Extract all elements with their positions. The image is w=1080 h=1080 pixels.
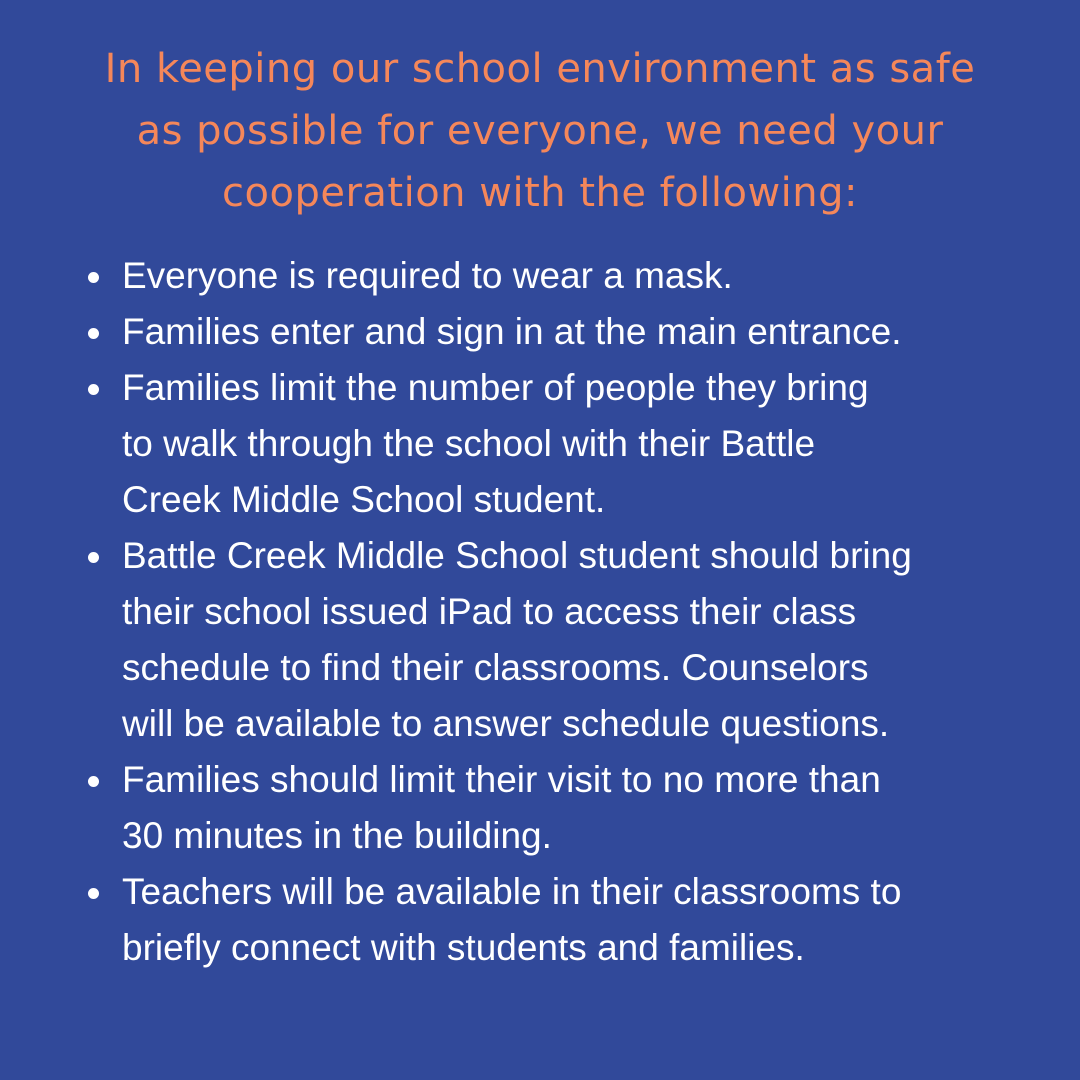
- rule-line: schedule to find their classrooms. Counselors: [122, 647, 869, 688]
- bullet-icon: [88, 552, 99, 563]
- rule-line: Everyone is required to wear a mask.: [122, 255, 733, 296]
- rule-line: Teachers will be available in their classrooms to: [122, 871, 902, 912]
- rule-item: [80, 360, 1040, 528]
- rule-line: briefly connect with students and families.: [122, 927, 805, 968]
- headline-line: In keeping our school environment as safe: [104, 46, 976, 92]
- headline-line: cooperation with the following:: [222, 170, 858, 216]
- rule-line: 30 minutes in the building.: [122, 815, 552, 856]
- bullet-icon: [88, 328, 99, 339]
- rule-line: Families should limit their visit to no more than: [122, 759, 881, 800]
- rule-line: will be available to answer schedule questions.: [122, 703, 890, 744]
- rule-line: Families limit the number of people they bring: [122, 367, 869, 408]
- rule-item: [80, 864, 1040, 976]
- rule-line: Battle Creek Middle School student should bring: [122, 535, 912, 576]
- bullet-icon: [88, 888, 99, 899]
- rule-line: their school issued iPad to access their class: [122, 591, 857, 632]
- bullet-icon: [88, 384, 99, 395]
- bullet-icon: [88, 776, 99, 787]
- bullet-icon: [88, 272, 99, 283]
- rule-line: Creek Middle School student.: [122, 479, 606, 520]
- headline: [40, 38, 1040, 224]
- rule-item: [80, 528, 1040, 752]
- rule-item: [80, 304, 1040, 360]
- rules-list: [80, 248, 1040, 976]
- rule-line: to walk through the school with their Battle: [122, 423, 816, 464]
- rule-line: Families enter and sign in at the main entrance.: [122, 311, 902, 352]
- rule-item: [80, 248, 1040, 304]
- headline-line: as possible for everyone, we need your: [136, 108, 944, 154]
- rule-item: [80, 752, 1040, 864]
